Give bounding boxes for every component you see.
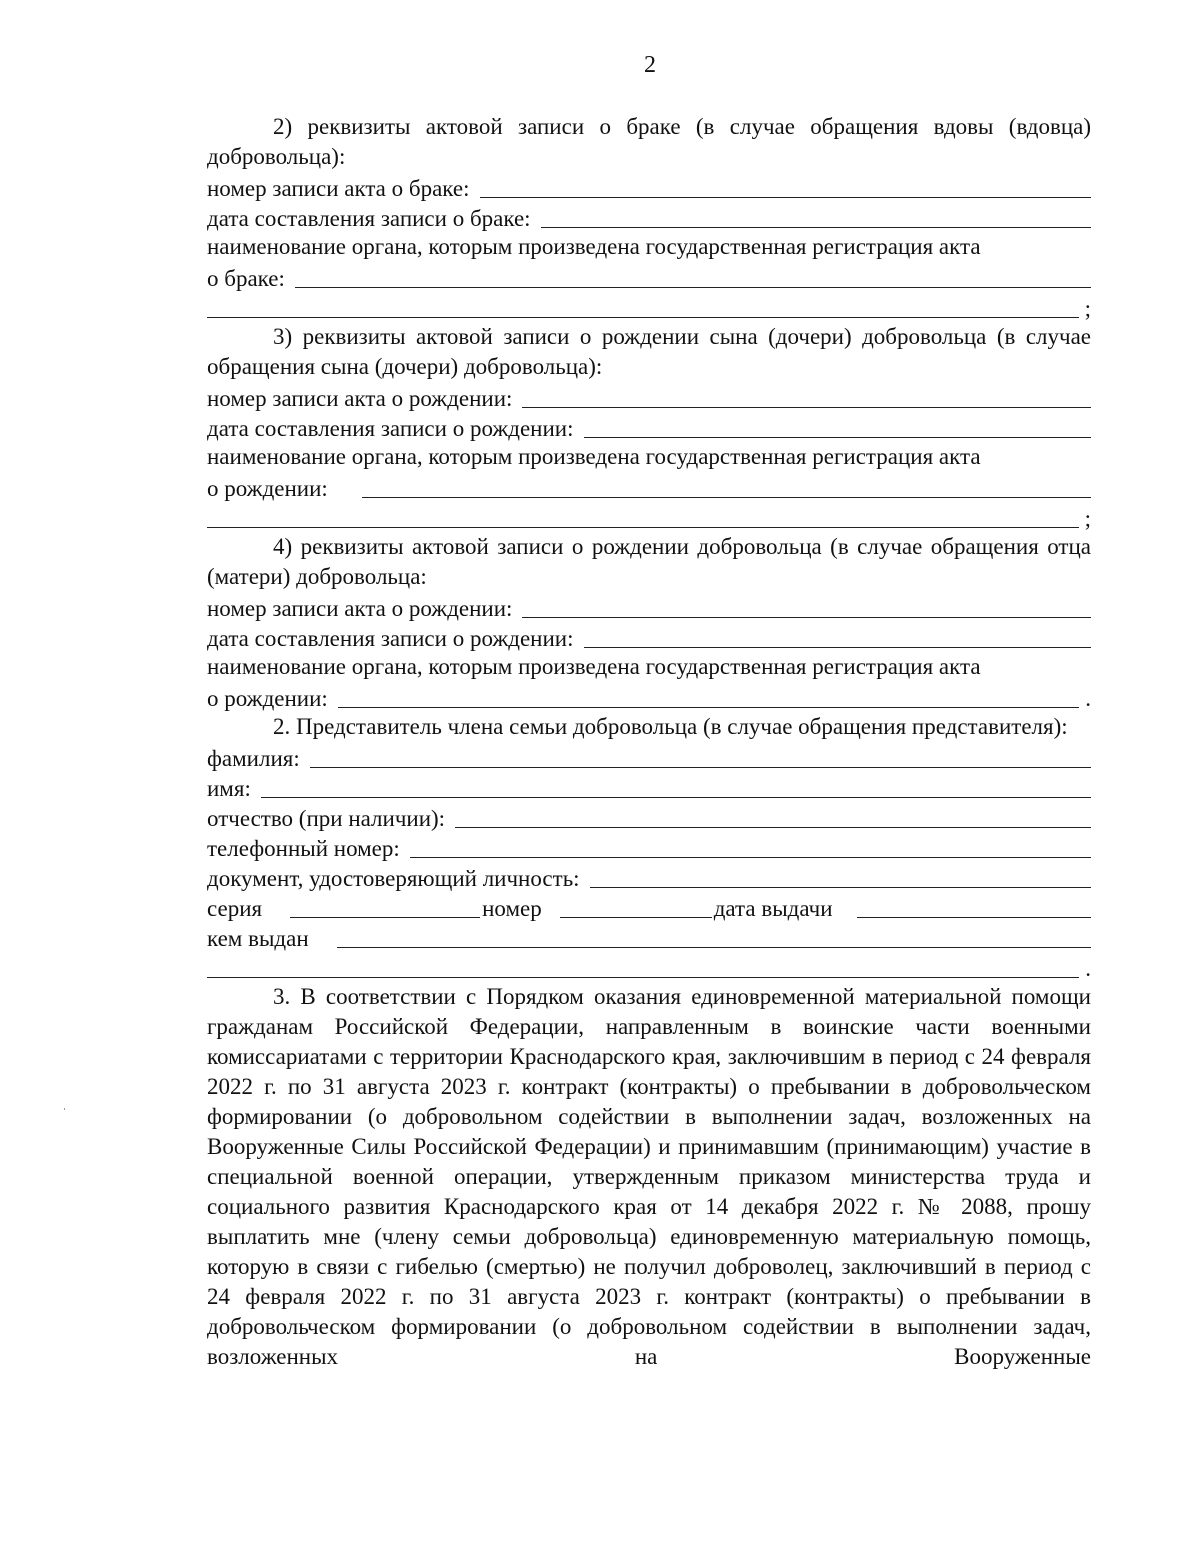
marriage-org-label-line2: о браке: [207,266,285,291]
rep-name-field[interactable] [261,796,1091,798]
marriage-org-row-2 [207,292,1091,322]
rep-issued-by-row-2 [207,952,1091,982]
marriage-record-intro: 2) реквизиты актовой записи о браке (в случае обращения вдовы (вдовца) добровольца): [207,114,1091,169]
volunteer-birth-number-label: номер записи акта о рождении: [207,596,513,621]
marriage-date-row [207,202,1091,232]
rep-patronymic-label: отчество (при наличии): [207,806,446,831]
rep-issued-by-field-2[interactable] [207,976,1079,978]
child-birth-number-label: номер записи акта о рождении: [207,386,513,411]
child-birth-date-field[interactable] [584,436,1092,438]
child-birth-org-row-2 [207,502,1091,532]
child-birth-date-row [207,412,1091,442]
child-birth-org-field-2[interactable] [207,526,1079,528]
rep-series-label: серия [207,896,263,921]
rep-phone-row [207,832,1091,862]
child-birth-date-label: дата составления записи о рождении: [207,416,574,441]
rep-number-label: номер [482,896,542,921]
volunteer-birth-number-field[interactable] [522,616,1091,618]
marriage-org-label-line1: наименование органа, которым произведена государственная регистрация акта [207,234,981,259]
rep-issue-date-field[interactable] [857,916,1091,918]
child-birth-org-label-line1: наименование органа, которым произведена государственная регистрация акта [207,444,981,469]
main-request-paragraph: 3. В соответствии с Порядком оказания единовременной материальной помощи гражданам Российской Федерации, направленным в воинские части военными комиссариатами с территории Краснодарского края, заключившим в период с 24 февраля 2022 г. по 31 августа 2023 г. контракт (контракты) о пребывании в добровольческом формировании (о добровольном содействии в выполнении задач, возложенных на Вооруженные Силы Российской Федерации) и принимавшим (принимающим) участие в специальной военной операции, утвержденным приказом министерства труда и социального развития Краснодарского края от 14 декабря 2022 г. № 2088, прошу выплатить мне (члену семьи добровольца) единовременную материальную помощь, которую в связи с гибелью (смертью) не получил доброволец, заключивший в период с 24 февраля 2022 г. по 31 августа 2023 г. контракт (контракты) о пребывании в добровольческом формировании (о добровольном содействии в выполнении задач, возложенных на Вооруженные [207,984,1091,1369]
rep-doc-row [207,862,1091,892]
volunteer-birth-date-field[interactable] [584,646,1092,648]
child-birth-number-field[interactable] [522,406,1091,408]
rep-issued-by-row [207,922,1091,952]
volunteer-birth-org-label-line2: о рождении: [207,686,328,711]
marriage-number-label: номер записи акта о браке: [207,176,470,201]
child-birth-record-intro: 3) реквизиты актовой записи о рождении сына (дочери) добровольца (в случае обращения сына (дочери) добровольца): [207,324,1091,379]
rep-doc-label: документ, удостоверяющий личность: [207,866,580,891]
rep-name-row [207,772,1091,802]
volunteer-birth-number-row [207,592,1091,622]
child-birth-number-row [207,382,1091,412]
marriage-number-row [207,172,1091,202]
period-mark: . [1085,686,1091,711]
volunteer-birth-record-intro: 4) реквизиты актовой записи о рождении добровольца (в случае обращения отца (матери) добровольца: [207,534,1091,589]
rep-phone-label: телефонный номер: [207,836,400,861]
page-number: 2 [644,52,656,78]
rep-name-label: имя: [207,776,251,801]
semicolon-mark-2: ; [1084,506,1091,531]
rep-surname-label: фамилия: [207,746,300,771]
rep-doc-field[interactable] [590,886,1091,888]
marriage-org-row [207,262,1091,292]
rep-surname-row [207,742,1091,772]
period-mark-2: . [1085,956,1091,981]
rep-patronymic-row [207,802,1091,832]
child-birth-org-row [207,472,1091,502]
volunteer-birth-org-row [207,682,1091,712]
volunteer-birth-date-row [207,622,1091,652]
marriage-date-field[interactable] [541,226,1091,228]
form-content [207,112,1091,1372]
volunteer-birth-org-label-line1: наименование органа, которым произведена государственная регистрация акта [207,654,981,679]
rep-series-field[interactable] [290,916,480,918]
marriage-org-field[interactable] [295,286,1091,288]
volunteer-birth-date-label: дата составления записи о рождении: [207,626,574,651]
child-birth-org-field[interactable] [362,496,1091,498]
rep-issue-date-label: дата выдачи [713,896,833,921]
marriage-org-field-2[interactable] [207,316,1079,318]
rep-doc-details-row [207,892,1091,922]
rep-issued-by-field[interactable] [337,946,1091,948]
rep-issued-by-label: кем выдан [207,926,309,951]
scan-speck [64,1108,65,1110]
rep-patronymic-field[interactable] [455,826,1091,828]
rep-phone-field[interactable] [410,856,1091,858]
marriage-date-label: дата составления записи о браке: [207,206,531,231]
representative-intro: 2. Представитель члена семьи добровольца (в случае обращения представителя): [273,714,1068,739]
rep-number-field[interactable] [560,916,712,918]
child-birth-org-label-line2: о рождении: [207,476,328,501]
rep-surname-field[interactable] [310,766,1091,768]
volunteer-birth-org-field[interactable] [338,706,1079,708]
marriage-number-field[interactable] [480,196,1092,198]
semicolon-mark: ; [1084,296,1091,321]
